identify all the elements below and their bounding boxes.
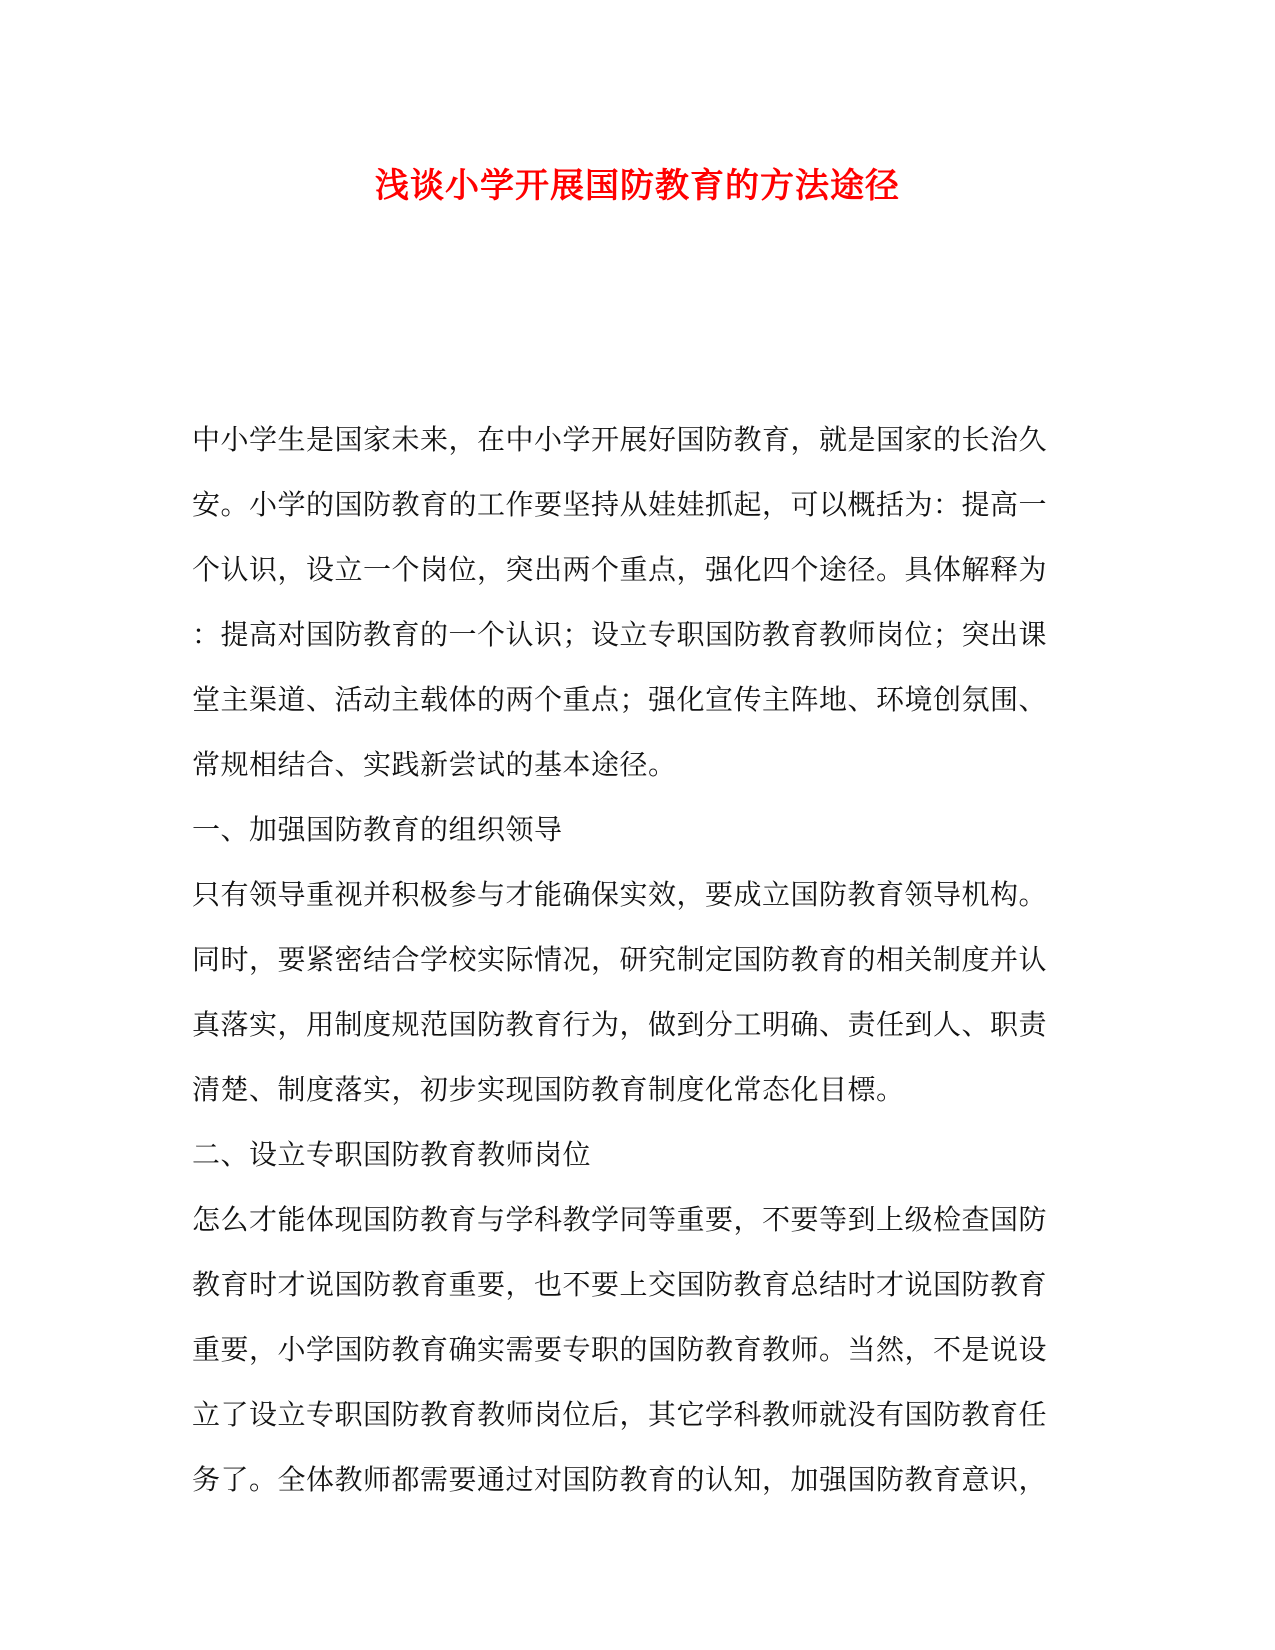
body-line: ：提高对国防教育的一个认识；设立专职国防教育教师岗位；突出课 <box>192 618 1048 651</box>
body-line: 常规相结合、实践新尝试的基本途径。 <box>192 748 677 781</box>
body-line: 个认识，设立一个岗位，突出两个重点，强化四个途径。具体解释为 <box>192 553 1048 586</box>
body-line: 堂主渠道、活动主载体的两个重点；强化宣传主阵地、环境创氛围、 <box>192 683 1048 716</box>
body-line: 清楚、制度落实，初步实现国防教育制度化常态化目標。 <box>192 1073 905 1106</box>
body-line: 教育时才说国防教育重要，也不要上交国防教育总结时才说国防教育 <box>192 1268 1048 1301</box>
body-line: 务了。全体教师都需要通过对国防教育的认知，加强国防教育意识， <box>192 1463 1048 1496</box>
body-line: 中小学生是国家未来，在中小学开展好国防教育，就是国家的长治久 <box>192 423 1048 456</box>
section-heading-1: 一、加强国防教育的组织领导 <box>192 813 563 846</box>
body-line: 真落实，用制度规范国防教育行为，做到分工明确、责任到人、职责 <box>192 1008 1048 1041</box>
document-body <box>192 407 1062 1512</box>
body-line: 只有领导重视并积极参与才能确保实效，要成立国防教育领导机构。 <box>192 878 1048 911</box>
body-line: 立了设立专职国防教育教师岗位后，其它学科教师就没有国防教育任 <box>192 1398 1048 1431</box>
body-line: 同时，要紧密结合学校实际情况，研究制定国防教育的相关制度并认 <box>192 943 1048 976</box>
body-line: 怎么才能体现国防教育与学科教学同等重要，不要等到上级检查国防 <box>192 1203 1048 1236</box>
body-line: 安。小学的国防教育的工作要坚持从娃娃抓起，可以概括为：提高一 <box>192 488 1048 521</box>
body-line: 重要，小学国防教育确实需要专职的国防教育教师。当然，不是说设 <box>192 1333 1048 1366</box>
document-title: 浅谈小学开展国防教育的方法途径 <box>375 166 900 206</box>
section-heading-2: 二、设立专职国防教育教师岗位 <box>192 1138 592 1171</box>
